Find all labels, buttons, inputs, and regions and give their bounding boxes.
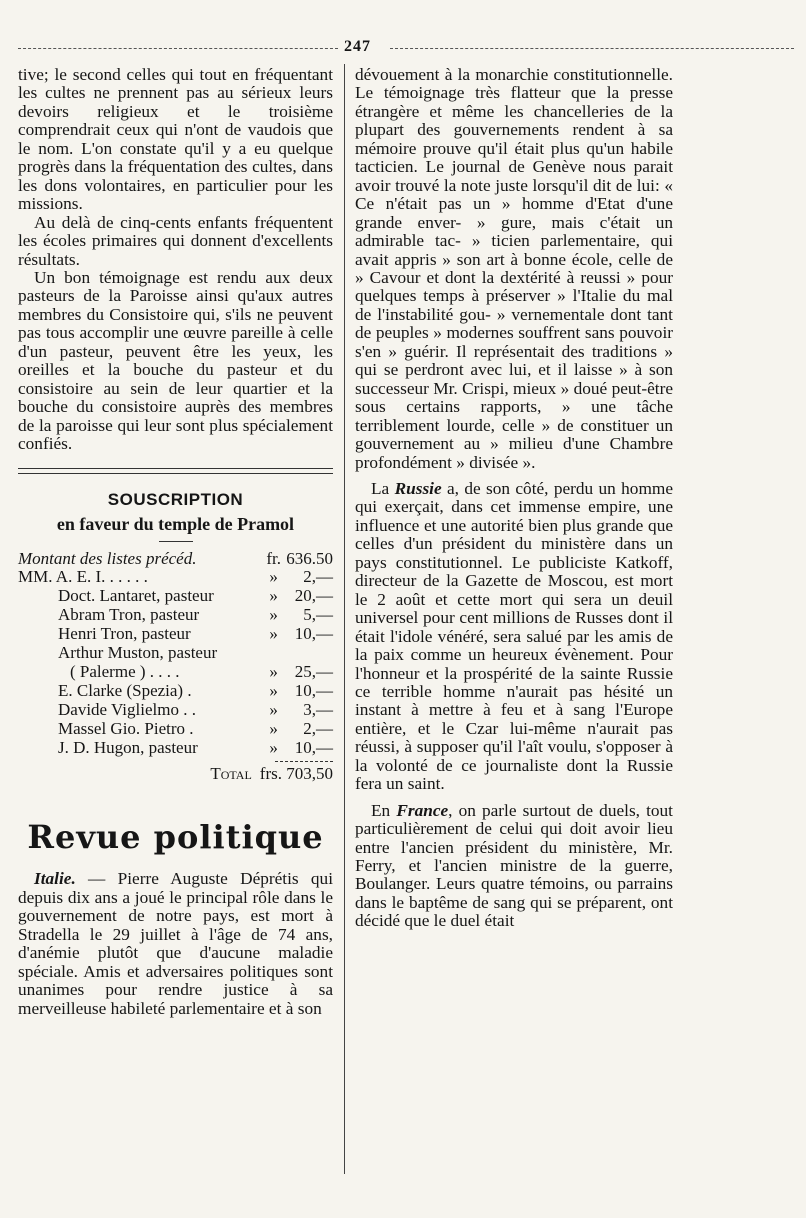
subscriber-name: Abram Tron, pasteur <box>58 605 200 625</box>
subscription-table <box>18 550 333 758</box>
subscription-row <box>18 663 333 682</box>
subscription-subtitle: en faveur du temple de Pramol <box>56 513 295 534</box>
right-paragraph-1: dévouement à la monarchie constitutionnelle. Le témoignage très flatteur que la presse étrangère et même les chancelleries de la plupart des gouvernements rendent à sa mémoire prouve qu'il était plus qu'un habile tacticien. Le journal de Genève nous parait avoir trouvé la note juste lorsqu'il dit de lui: « Ce n'était pas un » homme d'Etat d'une grande enver- » gure, mais c'était un admirable tac- » ticien parlementaire, qui avait appris » son art à bonne école, celle de » Cavour et dont la dextérité à reussi » pour quelques temps à préserver » l'Italie du mal de l'instabilité gou- » vernementale dont tant de peuples » modernes souffrent sans pouvoir s'en » guérir. Il représentait des traditions » qui se perdront avec lui, et il laisse » à son successeur Mr. Crispi, mieux » doué peut-être sous certains rapports, » une tâche terriblement lourde, celle » de constituer un gouvernement au » milieu d'une Chambre profondément » divisée ». <box>355 65 673 472</box>
currency-mark: fr. <box>266 548 281 568</box>
subscription-amount: 10,— <box>294 680 333 700</box>
subscription-row <box>18 720 333 739</box>
italie-paragraph <box>18 870 333 1018</box>
currency-mark: » <box>269 661 278 681</box>
subscription-rule <box>159 541 193 542</box>
column-divider <box>344 64 345 1174</box>
france-keyword: France <box>396 800 449 820</box>
subscriber-name: Doct. Lantaret, pasteur <box>58 586 214 606</box>
left-paragraph-3: Un bon témoignage est rendu aux deux pasteurs de la Paroisse ainsi qu'aux autres membres du Consistoire qui, s'ils ne peuvent pas tous accomplir une œuvre pareille à celle d'un pasteur, peuvent être les yeux, les oreilles et la bouche du pasteur et du consistoire au sein de leur quartier et la bouche du consistoire auprès des membres de la paroisse qui leur sont plus spécialement confiés. <box>18 267 333 454</box>
total-rule <box>275 761 333 762</box>
france-text: , on parle surtout de duels, tout particulièrement de celui qui doit avoir lieu entre l'ancien président du ministère, Mr. Ferry, et l'ancien ministre de la guerre, Boulanger. Leurs quatre témoins, ou parrains dans le baptême de sang qui se préparent, ont décidé que le duel était <box>355 800 673 931</box>
subscriber-name: E. Clarke (Spezia) . <box>58 680 192 700</box>
subscription-row <box>18 701 333 720</box>
subscription-row <box>18 587 333 606</box>
left-paragraph-2: Au delà de cinq-cents enfants fréquentent les écoles primaires qui donnent d'excellents résultats. <box>18 212 333 269</box>
currency-mark: » <box>269 718 278 738</box>
subscription-amount <box>281 644 333 663</box>
subscription-row <box>18 550 333 569</box>
subscription-row <box>18 682 333 701</box>
currency-mark: » <box>269 586 278 606</box>
subscription-amount: 10,— <box>294 624 333 644</box>
russie-paragraph <box>355 480 673 794</box>
subscription-amount: 2,— <box>303 567 333 587</box>
total-value: frs. 703,50 <box>259 764 333 784</box>
subscription-section <box>18 490 333 785</box>
subscription-row <box>18 606 333 625</box>
subscriber-name: J. D. Hugon, pasteur <box>58 737 198 757</box>
page-number: 247 <box>344 38 371 55</box>
subscription-row <box>18 739 333 758</box>
subscription-amount: 3,— <box>303 699 333 719</box>
left-paragraph-1: tive; le second celles qui tout en fréquentant les cultes ne prennent pas au sérieux leurs devoirs religieux et le troisième comprendrait ceux qui n'ont de vaudois que le nom. L'on constate qu'il y a eu quelque progrès dans la fréquentation des cultes, dans les dons volontaires, en particulier pour les missions. <box>18 65 333 214</box>
subscription-total <box>18 764 333 784</box>
subscriber-name: Massel Gio. Pietro . <box>58 718 194 738</box>
currency-mark: » <box>269 737 278 757</box>
currency-mark: » <box>269 699 278 719</box>
left-column <box>18 66 333 1018</box>
italie-keyword: Italie. <box>34 869 76 889</box>
currency-mark: » <box>269 605 278 625</box>
subscription-amount: 25,— <box>294 661 333 681</box>
subscription-amount: 20,— <box>294 586 333 606</box>
section-divider <box>18 468 333 474</box>
france-prefix: En <box>371 800 397 820</box>
subscription-row <box>18 625 333 644</box>
subscription-row <box>18 568 333 587</box>
subscription-amount: 10,— <box>294 737 333 757</box>
currency-mark <box>266 644 281 663</box>
subscriber-name: ( Palerme ) . . . . <box>70 661 180 681</box>
page-header <box>18 40 794 56</box>
russie-text: a, de son côté, perdu un homme qui exerçait, dans cet immense empire, une influence et une autorité bien plus grande que celles d'un président du ministère dans un pays constitutionnel. Le publiciste Katkoff, directeur de la Gazette de Moscou, est mort le 2 août et cette mort qui sera un deuil universel pour cent millions de Russes dont il était l'idole vénéré, sera salué par les amis de la paix comme un heureux évènement. Pour l'honneur et la prospérité de la sainte Russie ce terrible homme n'aurait pas hésité un instant à mettre à feu et à sang l'Europe entière, et le Czar lui-même n'aurait pas réussi, à supposer qu'il l'aît voulu, s'opposer à la volonté de ce journaliste dont la Russie fera un saint. <box>355 478 674 794</box>
russie-prefix: La <box>371 478 395 498</box>
russie-keyword: Russie <box>394 478 442 498</box>
subscriber-name: Arthur Muston, pasteur <box>58 643 218 663</box>
france-paragraph <box>355 802 673 931</box>
currency-mark: » <box>269 680 278 700</box>
italie-text: — Pierre Auguste Déprétis qui depuis dix ans a joué le principal rôle dans le gouvernement de notre pays, est mort à Stradella le 29 juillet à l'âge de 74 ans, d'anémie plutôt que d'aucune maladie spéciale. Amis et adversaires politiques sont unanimes pour rendre justice à sa merveilleuse habileté parlementaire et à son <box>18 869 333 1018</box>
subscription-row <box>18 644 333 663</box>
revue-politique-heading: Revue politique <box>27 818 324 857</box>
header-rule-right <box>390 48 794 49</box>
subscription-amount: 2,— <box>303 718 333 738</box>
subscription-amount: 636.50 <box>286 548 333 568</box>
total-label: Total <box>210 764 252 784</box>
subscriber-name: Davide Viglielmo . . <box>58 699 196 719</box>
subscription-amount: 5,— <box>303 605 333 625</box>
right-column <box>355 66 673 931</box>
header-rule-left <box>18 48 338 49</box>
subscriber-name: MM. A. E. I. . . . . . <box>18 567 148 587</box>
subscriber-name: Henri Tron, pasteur <box>58 624 191 644</box>
currency-mark: » <box>269 624 278 644</box>
subscriber-name: Montant des listes précéd. <box>18 548 197 568</box>
currency-mark: » <box>269 567 278 587</box>
subscription-title: SOUSCRIPTION <box>107 489 244 509</box>
